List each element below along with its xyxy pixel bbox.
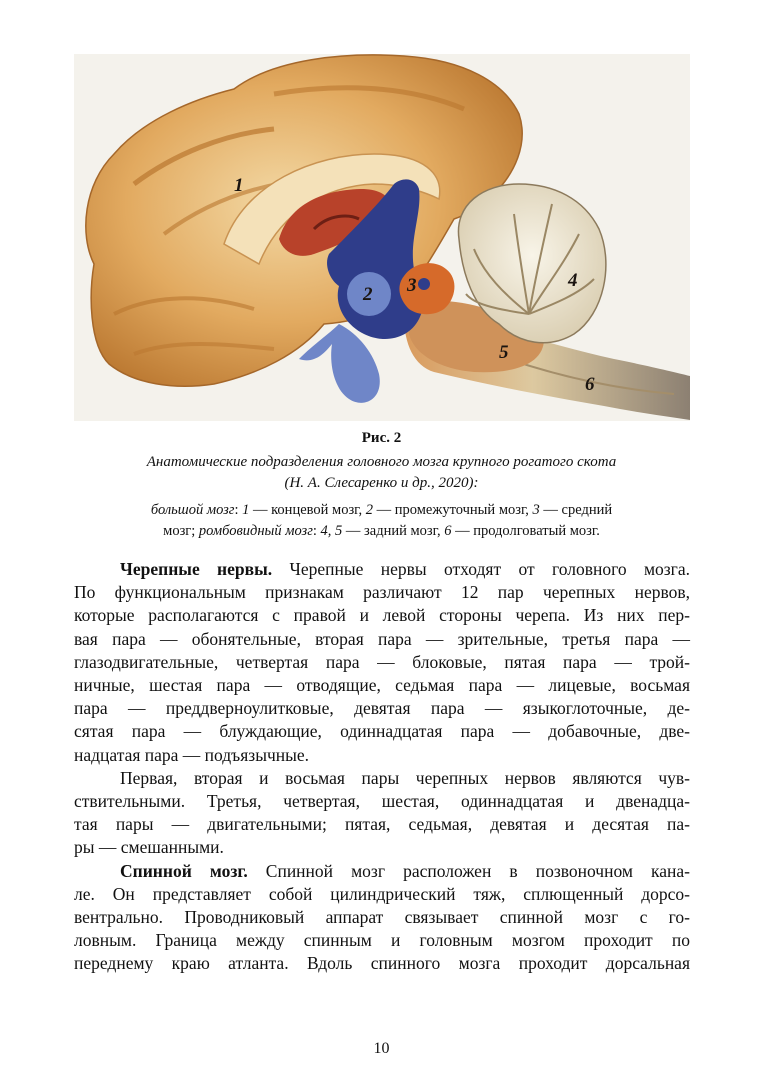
figure-label-2: 2: [363, 284, 373, 305]
text-line: Первая, вторая и восьмая пары черепных нервов являются чув-: [120, 767, 690, 788]
legend-text: — концевой мозг,: [249, 502, 366, 518]
figure-label-3: 3: [407, 275, 417, 296]
text-line: [74, 558, 690, 581]
legend-number: 1: [242, 502, 250, 518]
text-line: ловным. Граница между спинным и головным мозгом проходит по: [74, 930, 690, 951]
figure-caption-line: Анатомические подразделения головного мозга крупного рогатого скота: [146, 454, 617, 470]
text-line: ры — смешанными.: [74, 837, 224, 858]
text-line: ле. Он представляет собой цилиндрический тяж, сплющенный дорсо-: [74, 883, 690, 904]
text-line-content: Черепные нервы отходят от головного мозга.: [289, 559, 691, 579]
paragraph-spinal-cord: [74, 860, 690, 976]
legend-text: :: [312, 523, 321, 539]
figure-legend: [90, 500, 673, 542]
legend-text: — промежуточный мозг,: [373, 502, 533, 518]
figure-label-1: 1: [234, 175, 244, 196]
figure-label-5: 5: [499, 342, 509, 363]
legend-text: — продолговатый мозг.: [451, 523, 600, 539]
figure-legend-line: [90, 500, 673, 521]
text-line: По функциональным признакам различают 12 пар черепных нервов,: [74, 582, 690, 603]
paragraph-heading: Спинной мозг.: [120, 860, 248, 881]
legend-text: — задний мозг,: [342, 523, 445, 539]
midbrain-dot: [418, 278, 430, 290]
page-number: 10: [373, 1040, 390, 1057]
text-line: вая пара — обонятельные, вторая пара — зрительные, третья пара —: [74, 628, 690, 649]
brain-figure: [74, 54, 690, 421]
figure-number: Рис. 2: [361, 430, 402, 446]
text-line: пара — преддверноулитковые, девятая пара — языкоглоточные, де-: [74, 698, 690, 719]
text-line: сятая пара — блуждающие, одиннадцатая пара — добавочные, две-: [74, 721, 690, 742]
text-line-content: Спинной мозг расположен в позвоночном кана-: [265, 860, 691, 881]
brain-illustration: [74, 54, 690, 421]
legend-text: — средний: [539, 502, 613, 518]
figure-label-4: 4: [568, 270, 578, 291]
text-line: которые располагаются с правой и левой стороны черепа. Из них пер-: [74, 605, 690, 626]
text-line: [74, 860, 690, 883]
body-text: [74, 558, 690, 976]
figure-caption-line: (Н. А. Слесаренко и др., 2020):: [284, 475, 479, 491]
text-line: надцатая пара — подъязычные.: [74, 744, 310, 765]
paragraph-cranial-nerves: [74, 558, 690, 767]
text-line: тая пары — двигательными; пятая, седьмая, девятая и десятая па-: [74, 814, 690, 835]
legend-number: 4, 5: [320, 523, 343, 539]
legend-term: большой мозг: [150, 502, 235, 518]
text-line: ничные, шестая пара — отводящие, седьмая пара — лицевые, восьмая: [74, 675, 690, 696]
legend-term: ромбовидный мозг: [198, 523, 313, 539]
text-line: вентрально. Проводниковый аппарат связывает спинной мозг с го-: [74, 907, 690, 928]
legend-text: мозг;: [163, 523, 199, 539]
text-line: переднему краю атланта. Вдоль спинного мозга проходит дорсальная: [74, 953, 690, 974]
figure-caption: [90, 452, 673, 494]
paragraph-nerve-types: [74, 767, 690, 860]
legend-number: 3: [532, 502, 540, 518]
text-line: глазодвигательные, четвертая пара — блоковые, пятая пара — трой-: [74, 651, 690, 672]
legend-text: :: [234, 502, 243, 518]
figure-legend-line: [90, 521, 673, 542]
text-line: ствительными. Третья, четвертая, шестая, одиннадцатая и двенадца-: [74, 791, 690, 812]
figure-label-6: 6: [585, 374, 595, 395]
paragraph-heading: Черепные нервы.: [120, 559, 273, 579]
legend-number: 2: [365, 502, 373, 518]
legend-number: 6: [444, 523, 452, 539]
